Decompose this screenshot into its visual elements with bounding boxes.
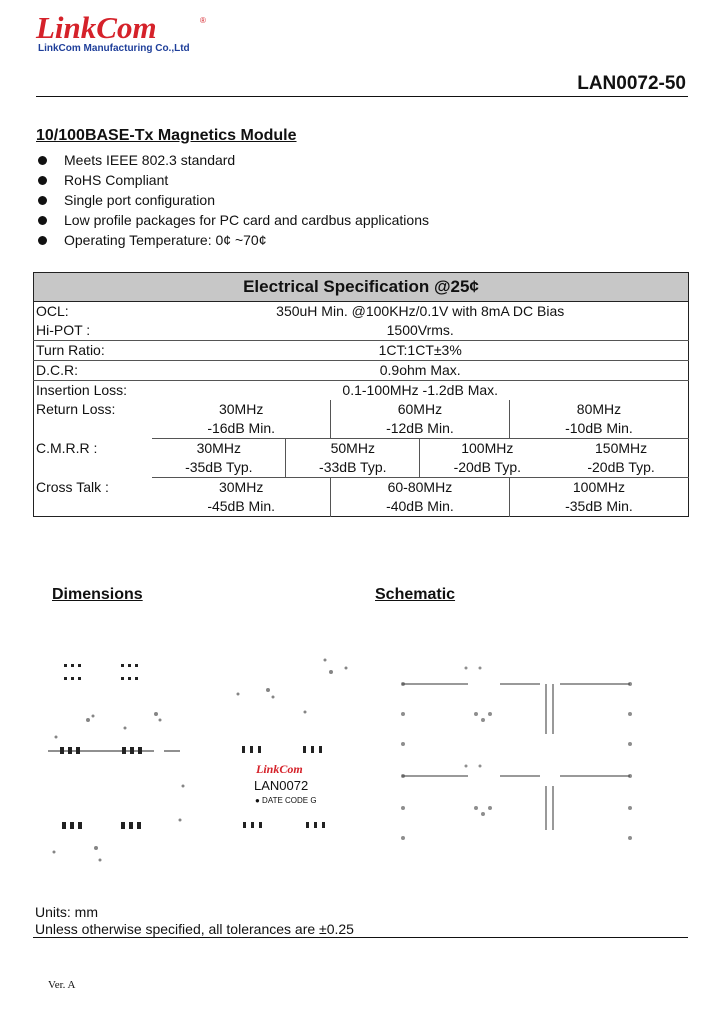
insertion-loss-label: Insertion Loss: <box>36 382 128 398</box>
return-loss-freq: 60MHz <box>330 400 509 419</box>
return-loss-value: -10dB Min. <box>509 419 688 439</box>
crosstalk-freq: 60-80MHz <box>330 478 509 498</box>
units-note: Units: mm <box>35 904 98 920</box>
crosstalk-label: Cross Talk : <box>36 478 109 495</box>
turn-ratio-label: Turn Ratio: <box>34 341 153 361</box>
spec-table-title: Electrical Specification @25¢ <box>34 273 689 302</box>
dcr-label: D.C.R: <box>34 361 153 381</box>
cmrr-value: -35dB Typ. <box>152 458 285 478</box>
feature-item: Single port configuration <box>36 190 429 210</box>
return-loss-value: -16dB Min. <box>152 419 330 439</box>
schematic-nodes <box>401 667 632 841</box>
hipot-value: 1500Vrms. <box>152 321 688 341</box>
cmrr-label: C.M.R.R : <box>36 439 98 456</box>
side-view-pins <box>60 746 322 754</box>
turn-ratio-value: 1CT:1CT±3% <box>152 341 688 361</box>
cmrr-freq: 150MHz <box>595 440 648 456</box>
company-logo: LinkCom <box>36 10 157 45</box>
dimension-marks <box>53 659 348 862</box>
hipot-label: Hi-POT : <box>34 321 153 341</box>
product-title: 10/100BASE-Tx Magnetics Module <box>36 127 297 144</box>
crosstalk-value: -35dB Min. <box>509 497 688 517</box>
top-view-pins <box>64 664 138 680</box>
cmrr-value: -20dB Typ. <box>420 458 554 478</box>
marking-date-code: ● DATE CODE G <box>255 796 317 805</box>
dimensions-title: Dimensions <box>52 586 143 603</box>
feature-item: Operating Temperature: 0¢ ~70¢ <box>36 230 429 250</box>
schematic-title: Schematic <box>375 586 456 603</box>
feature-item: Low profile packages for PC card and cardbus applications <box>36 210 429 230</box>
crosstalk-value: -40dB Min. <box>330 497 509 517</box>
crosstalk-value: -45dB Min. <box>207 498 276 514</box>
cmrr-freq: 30MHz <box>196 440 241 456</box>
cmrr-value: -20dB Typ. <box>554 458 688 478</box>
dimension-drawing <box>48 659 348 862</box>
schematic-drawing <box>401 667 632 841</box>
footer-divider <box>33 937 688 938</box>
feature-item: RoHS Compliant <box>36 170 429 190</box>
notes <box>35 904 354 938</box>
ocl-value: 350uH Min. @100KHz/0.1V with 8mA DC Bias <box>276 303 565 319</box>
ocl-label: OCL: <box>36 303 69 319</box>
cmrr-freq: 50MHz <box>286 439 420 459</box>
cmrr-value: -33dB Typ. <box>286 458 420 478</box>
crosstalk-freq: 30MHz <box>218 479 264 495</box>
bottom-view-pins <box>62 822 325 829</box>
tolerance-note: Unless otherwise specified, all tolerances are ±0.25 <box>35 921 354 937</box>
marking-logo: LinkCom <box>256 762 303 776</box>
crosstalk-freq: 100MHz <box>509 478 688 498</box>
marking-part-number: LAN0072 <box>254 778 309 793</box>
return-loss-freq: 30MHz <box>218 401 264 417</box>
version-label: Ver. A <box>48 979 76 991</box>
return-loss-label: Return Loss: <box>36 401 116 417</box>
insertion-loss-value: 0.1-100MHz -1.2dB Max. <box>342 382 499 398</box>
part-number: LAN0072-50 <box>577 73 686 94</box>
cmrr-freq: 100MHz <box>420 439 554 459</box>
company-name: LinkCom Manufacturing Co.,Ltd <box>38 43 190 54</box>
return-loss-value: -12dB Min. <box>330 419 509 439</box>
return-loss-freq: 80MHz <box>509 400 688 419</box>
registered-mark: ® <box>200 16 206 25</box>
dcr-value: 0.9ohm Max. <box>152 361 688 381</box>
feature-item: Meets IEEE 802.3 standard <box>36 150 429 170</box>
